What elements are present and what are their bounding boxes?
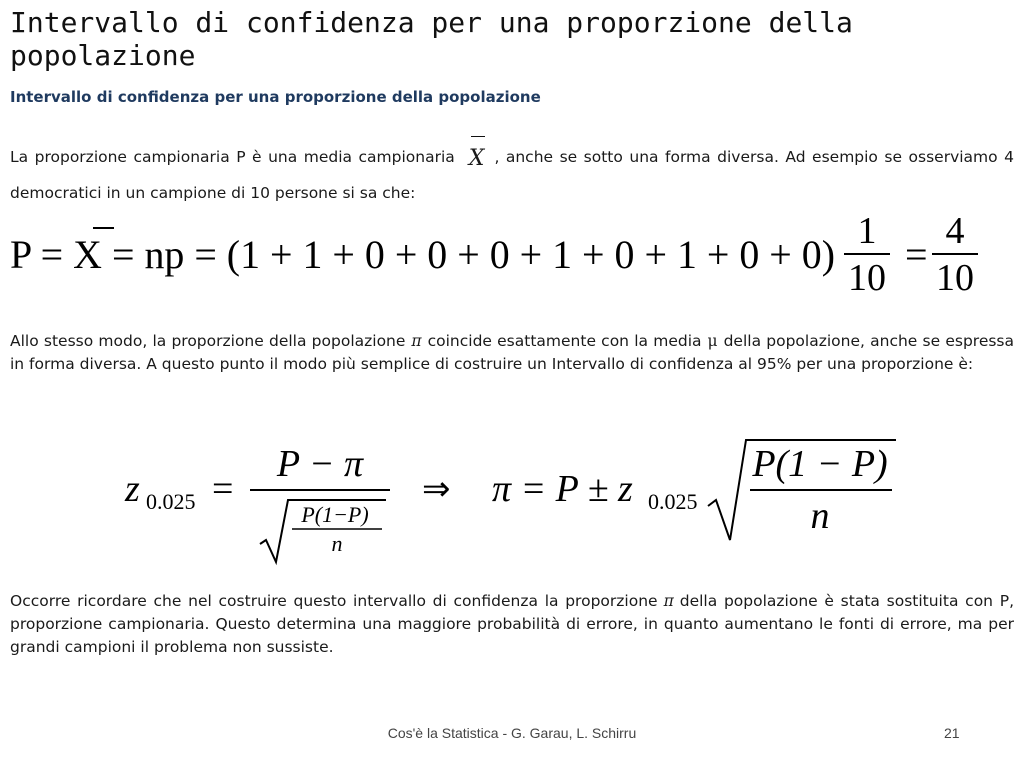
slide-title: Intervallo di confidenza per una proporzione della popolazione: [10, 6, 853, 72]
root-numerator: P(1 − P): [752, 443, 888, 485]
paragraph-sample-proportion: [10, 140, 1014, 210]
root-numerator: P(1−P): [301, 502, 369, 527]
equals-sign: =: [905, 232, 928, 277]
fraction-denominator: 10: [936, 257, 974, 298]
paragraph-text: , anche se sotto una forma diversa. Ad esempio se osserviamo 4 democratici in un campione di 10 persone si sa che:: [10, 148, 1014, 202]
fraction-numerator: 1: [857, 210, 877, 252]
equation-confidence-interval: [120, 436, 920, 566]
equals-sign: =: [212, 468, 234, 510]
x-bar-symbol: X: [469, 142, 485, 176]
mu-symbol: μ: [707, 332, 718, 350]
paragraph-text: coincide esattamente con la media: [427, 332, 702, 350]
paragraph-population-proportion: [10, 330, 1014, 376]
interval-expression: π = P ± z: [492, 468, 633, 510]
root-denominator: n: [810, 495, 830, 537]
z-subscript: 0.025: [146, 489, 196, 514]
fraction-numerator: P − π: [276, 443, 364, 485]
paragraph-text: La proporzione campionaria P è una media campionaria: [10, 148, 455, 166]
z-subscript: 0.025: [648, 489, 698, 514]
paragraph-text: Occorre ricordare che nel costruire questo intervallo di confidenza la proporzione: [10, 592, 658, 610]
root-denominator: n: [331, 531, 343, 556]
pi-symbol: π: [663, 592, 674, 610]
equation-sample-proportion-svg: [10, 208, 1010, 298]
paragraph-text: Allo stesso modo, la proporzione della popolazione: [10, 332, 406, 350]
fraction-denominator: 10: [848, 257, 886, 298]
equation-confidence-interval-svg: [120, 436, 920, 566]
z-symbol: z: [125, 468, 140, 510]
implies-arrow: ⇒: [422, 471, 451, 508]
paragraph-text: della popolazione, anche se espressa in forma diversa. A questo punto il modo più semplice di costruire un Intervallo di confidenza al 95% per una proporzione è:: [10, 332, 1015, 373]
fraction-numerator: 4: [945, 210, 965, 252]
section-subtitle: Intervallo di confidenza per una proporzione della popolazione: [10, 88, 541, 106]
page-number: 21: [944, 725, 960, 741]
equation-lhs: P = X = np = (1 + 1 + 0 + 0 + 0 + 1 + 0 + 1 + 0 + 0): [10, 232, 835, 277]
paragraph-note: [10, 590, 1014, 659]
paragraph-text: della popolazione è stata sostituita con P, proporzione campionaria. Questo determina una maggiore probabilità di errore, in quanto aumentano le fonti di errore, ma per grandi campioni il problema non sussiste.: [10, 592, 1014, 656]
footer-credits: Cos'è la Statistica - G. Garau, L. Schirru: [387, 725, 637, 741]
pi-symbol: π: [411, 332, 422, 350]
equation-sample-proportion: [10, 208, 1010, 298]
